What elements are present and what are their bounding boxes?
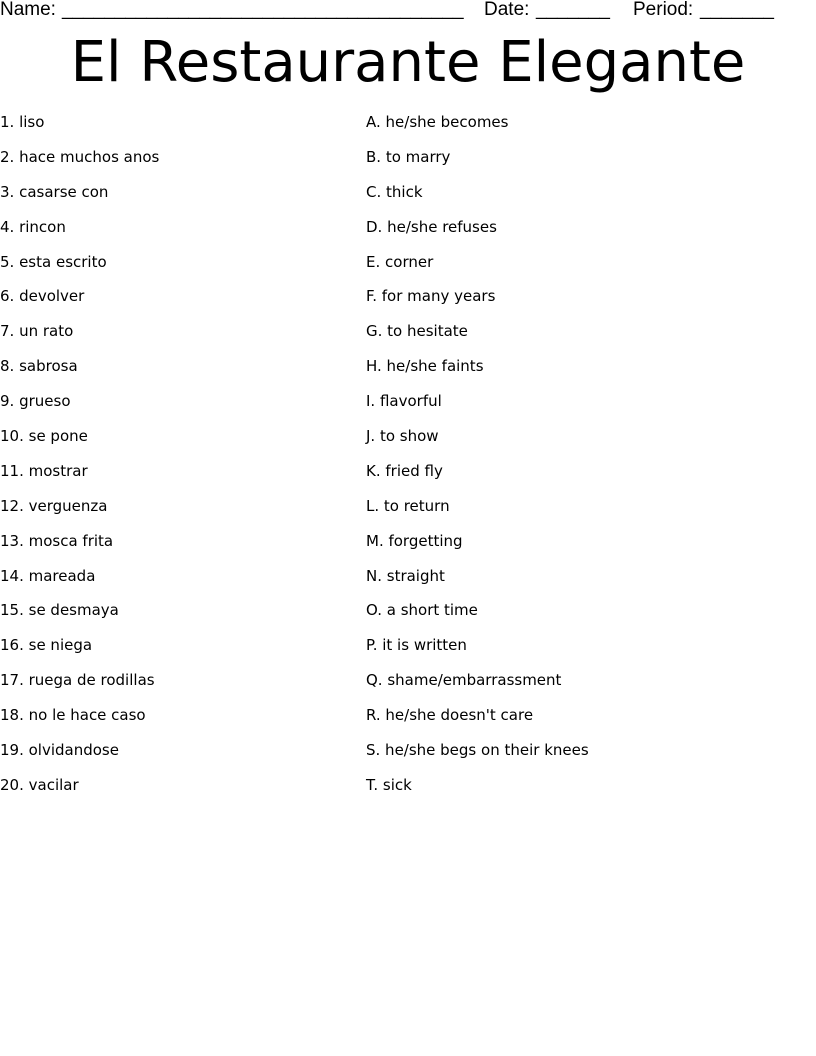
definition-item: S. he/she begs on their knees bbox=[366, 741, 589, 760]
definition-item: B. to marry bbox=[366, 147, 451, 166]
term-item: 4. rincon bbox=[0, 217, 66, 236]
term-item: 18. no le hace caso bbox=[0, 706, 146, 725]
definition-item: I. flavorful bbox=[366, 392, 442, 411]
definition-item: L. to return bbox=[366, 496, 450, 515]
term-item: 19. olvidandose bbox=[0, 741, 119, 760]
term-item: 15. se desmaya bbox=[0, 601, 119, 620]
definitions-list bbox=[366, 112, 806, 810]
term-item: 7. un rato bbox=[0, 322, 74, 341]
terms-list bbox=[0, 112, 360, 810]
term-item: 9. grueso bbox=[0, 392, 71, 411]
term-item: 13. mosca frita bbox=[0, 531, 114, 550]
term-item: 14. mareada bbox=[0, 566, 96, 585]
term-item: 3. casarse con bbox=[0, 182, 109, 201]
term-item: 1. liso bbox=[0, 113, 45, 131]
term-item: 11. mostrar bbox=[0, 461, 88, 480]
date-blank[interactable]: _______ bbox=[536, 0, 610, 20]
definition-item: Q. shame/embarrassment bbox=[366, 671, 562, 690]
period-blank[interactable]: _______ bbox=[700, 0, 774, 20]
name-blank[interactable]: ______________________________________ bbox=[62, 0, 464, 20]
definition-item: M. forgetting bbox=[366, 531, 463, 550]
definition-item: N. straight bbox=[366, 566, 445, 585]
definition-item: D. he/she refuses bbox=[366, 217, 497, 236]
date-label: Date: bbox=[484, 0, 530, 20]
worksheet-header bbox=[0, 0, 816, 22]
definition-item: G. to hesitate bbox=[366, 322, 468, 341]
definition-item: H. he/she faints bbox=[366, 357, 484, 376]
term-item: 16. se niega bbox=[0, 636, 93, 655]
term-item: 12. verguenza bbox=[0, 496, 108, 515]
definition-item: O. a short time bbox=[366, 601, 478, 620]
definition-item: A. he/she becomes bbox=[366, 113, 509, 131]
term-item: 17. ruega de rodillas bbox=[0, 671, 155, 690]
definition-item: F. for many years bbox=[366, 287, 496, 306]
definition-item: K. fried fly bbox=[366, 461, 443, 480]
definition-item: C. thick bbox=[366, 182, 423, 201]
definition-item: T. sick bbox=[366, 775, 412, 794]
term-item: 2. hace muchos anos bbox=[0, 147, 160, 166]
page-title: El Restaurante Elegante bbox=[70, 30, 746, 95]
period-label: Period: bbox=[633, 0, 694, 20]
name-label: Name: bbox=[0, 0, 56, 20]
term-item: 5. esta escrito bbox=[0, 252, 107, 271]
term-item: 8. sabrosa bbox=[0, 357, 78, 376]
definition-item: J. to show bbox=[366, 427, 439, 446]
definition-item: R. he/she doesn't care bbox=[366, 706, 534, 725]
term-item: 20. vacilar bbox=[0, 775, 79, 794]
term-item: 10. se pone bbox=[0, 427, 88, 446]
definition-item: P. it is written bbox=[366, 636, 467, 655]
definition-item: E. corner bbox=[366, 252, 434, 271]
term-item: 6. devolver bbox=[0, 287, 85, 306]
